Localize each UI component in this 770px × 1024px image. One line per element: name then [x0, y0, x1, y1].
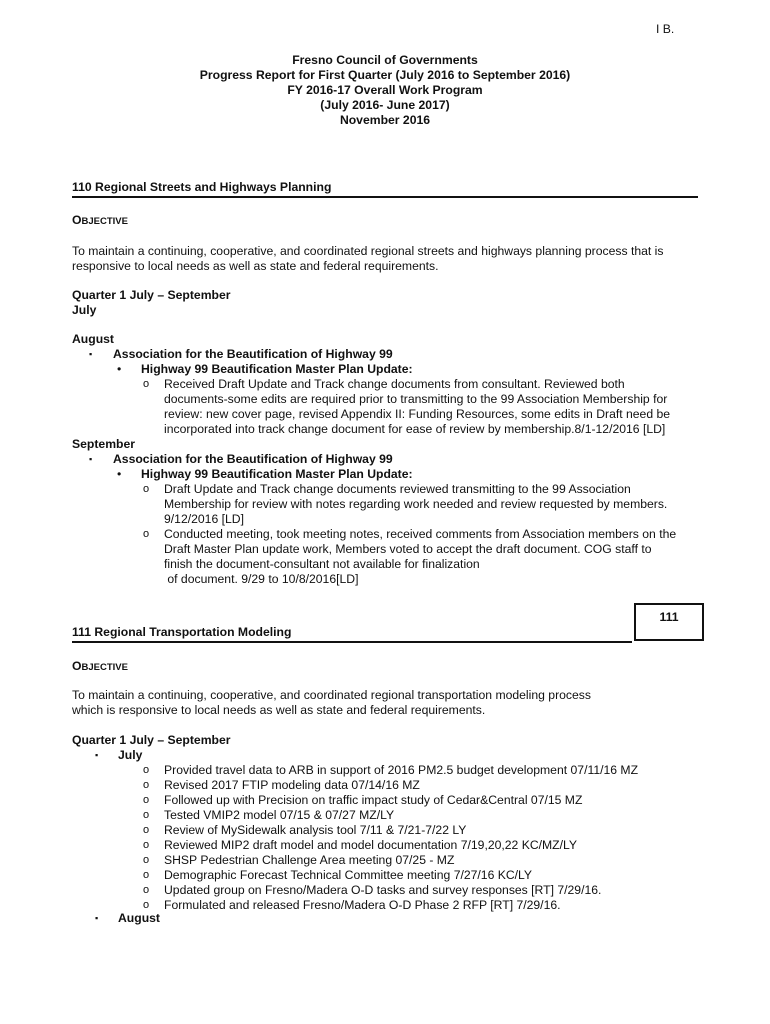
september-association-item: Association for the Beautification of Highway 99	[113, 452, 393, 466]
july-task-item: Demographic Forecast Technical Committee meeting 7/27/16 KC/LY	[164, 868, 533, 882]
august-note-line-2: documents-some edits are required prior to transmitting to the 99 Association Membership for	[164, 392, 668, 406]
section-110-september: September	[72, 437, 135, 451]
september-note-2-line-1: Conducted meeting, took meeting notes, received comments from Association members on the	[164, 527, 677, 541]
circle-bullet-icon: o	[143, 884, 150, 896]
section-111-title: 111 Regional Transportation Modeling	[72, 625, 292, 639]
section-111-july: July	[118, 748, 143, 762]
september-note-1-line-1: Draft Update and Track change documents reviewed transmitting to the 99 Association	[164, 482, 631, 496]
program-period: (July 2016- June 2017)	[320, 98, 450, 112]
circle-bullet-icon: o	[143, 794, 150, 806]
july-task-item: Updated group on Fresno/Madera O-D tasks and survey responses [RT] 7/29/16.	[164, 883, 602, 897]
july-task-item: Provided travel data to ARB in support of 2016 PM2.5 budget development 07/11/16 MZ	[164, 763, 639, 777]
circle-bullet-icon: o	[143, 779, 150, 791]
september-note-1-line-3: 9/12/2016 [LD]	[164, 512, 244, 526]
september-note-2-line-4: of document. 9/29 to 10/8/2016[LD]	[164, 572, 359, 586]
circle-bullet-icon: o	[143, 528, 150, 540]
circle-bullet-icon: o	[143, 869, 150, 881]
circle-bullet-icon: o	[143, 824, 150, 836]
circle-bullet-icon: o	[143, 483, 150, 495]
dot-bullet-icon: •	[117, 467, 122, 481]
circle-bullet-icon: o	[143, 809, 150, 821]
july-task-item: SHSP Pedestrian Challenge Area meeting 07/25 - MZ	[164, 853, 455, 867]
section-111-august: August	[118, 911, 160, 925]
section-111-quarter: Quarter 1 July – September	[72, 733, 231, 747]
section-110-august: August	[72, 332, 114, 346]
july-task-item: Review of MySidewalk analysis tool 7/11 & 7/21-7/22 LY	[164, 823, 467, 837]
org-title: Fresno Council of Governments	[292, 53, 478, 67]
august-note-line-4: incorporated into track change document for ease of review by membership.8/1-12/2016 [LD]	[164, 422, 666, 436]
section-111-rule	[72, 641, 632, 643]
august-note-line-1: Received Draft Update and Track change documents from consultant. Reviewed both	[164, 377, 625, 391]
july-task-item: Reviewed MIP2 draft model and model documentation 7/19,20,22 KC/MZ/LY	[164, 838, 578, 852]
page-reference: I B.	[656, 22, 675, 36]
section-111-box	[634, 603, 704, 641]
section-111-objective-text-1: To maintain a continuing, cooperative, and coordinated regional transportation modeling process	[72, 688, 591, 702]
report-date: November 2016	[339, 113, 431, 127]
circle-bullet-icon: o	[143, 764, 150, 776]
september-note-2-line-3: finish the document-consultant not available for finalization	[164, 557, 480, 571]
program-title: FY 2016-17 Overall Work Program	[287, 83, 483, 97]
section-111-box-label: 111	[659, 610, 679, 624]
square-bullet-icon: ▪	[89, 454, 93, 464]
circle-bullet-icon: o	[143, 378, 150, 390]
square-bullet-icon: ▪	[95, 913, 99, 923]
august-masterplan-item: Highway 99 Beautification Master Plan Update:	[141, 362, 413, 376]
july-task-item: Revised 2017 FTIP modeling data 07/14/16 MZ	[164, 778, 420, 792]
september-note-1-line-2: Membership for review with notes regarding work needed and review requested by members.	[164, 497, 668, 511]
august-note-line-3: review: new cover page, revised Appendix II: Funding Resources, some edits in Draft need be	[164, 407, 671, 421]
circle-bullet-icon: o	[143, 899, 150, 911]
section-110-quarter: Quarter 1 July – September	[72, 288, 231, 302]
section-111-objective-text-2: which is responsive to local needs as well as state and federal requirements.	[72, 703, 486, 717]
september-masterplan-item: Highway 99 Beautification Master Plan Update:	[141, 467, 413, 481]
section-110-objective-text-1: To maintain a continuing, cooperative, and coordinated regional streets and highways planning process that is	[72, 244, 664, 258]
august-association-item: Association for the Beautification of Highway 99	[113, 347, 393, 361]
section-110-title: 110 Regional Streets and Highways Planning	[72, 180, 332, 194]
section-110-rule	[72, 196, 698, 198]
section-110-objective-text-2: responsive to local needs as well as state and federal requirements.	[72, 259, 439, 273]
july-task-item: Followed up with Precision on traffic impact study of Cedar&Central 07/15 MZ	[164, 793, 583, 807]
september-note-2-line-2: Draft Master Plan update work, Members voted to accept the draft document. COG staff to	[164, 542, 652, 556]
square-bullet-icon: ▪	[89, 349, 93, 359]
report-title: Progress Report for First Quarter (July 2016 to September 2016)	[199, 68, 571, 82]
july-task-item: Tested VMIP2 model 07/15 & 07/27 MZ/LY	[164, 808, 395, 822]
dot-bullet-icon: •	[117, 362, 122, 376]
square-bullet-icon: ▪	[95, 750, 99, 760]
section-111-objective-label: OBJECTIVE	[72, 659, 128, 673]
section-110-july: July	[72, 303, 97, 317]
circle-bullet-icon: o	[143, 854, 150, 866]
july-task-item: Formulated and released Fresno/Madera O-D Phase 2 RFP [RT] 7/29/16.	[164, 898, 561, 912]
section-110-objective-label: OBJECTIVE	[72, 213, 128, 227]
circle-bullet-icon: o	[143, 839, 150, 851]
